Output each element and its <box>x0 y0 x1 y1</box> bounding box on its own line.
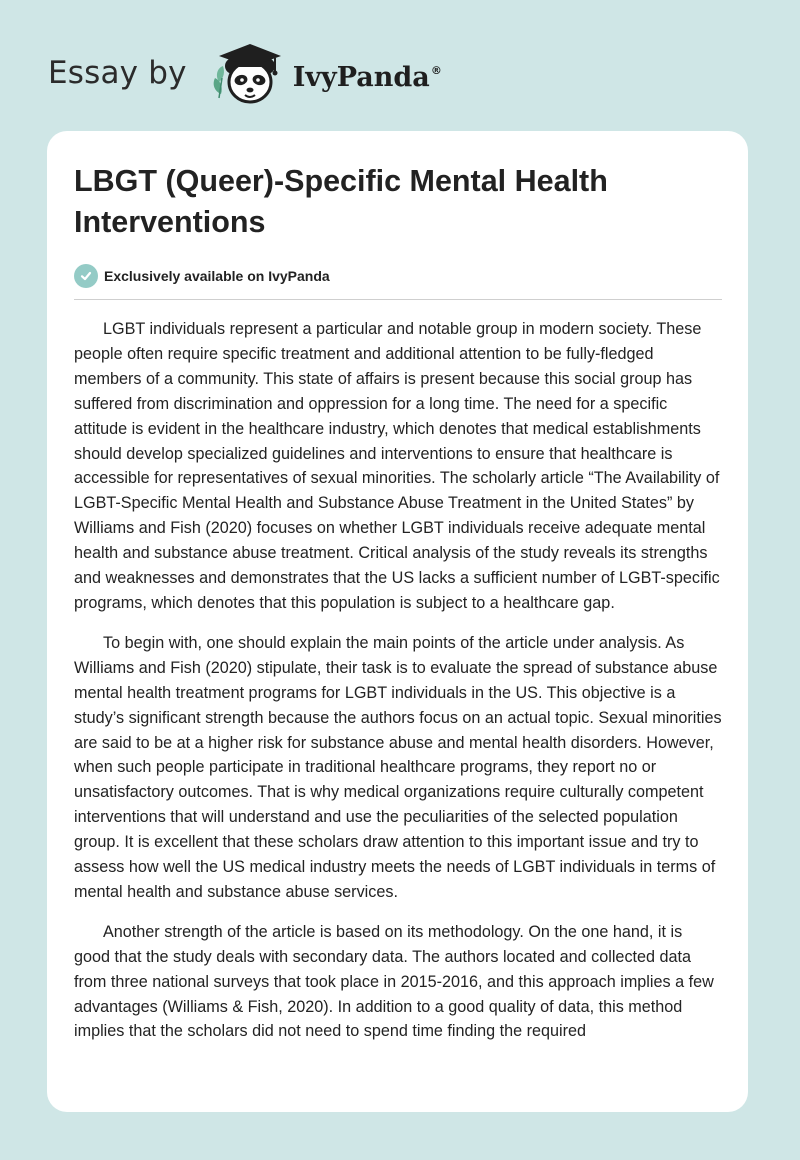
paragraph: Another strength of the article is based on its methodology. On the one hand, it is good that the study deals with secondary data. The authors located and collected data from three national surveys that took place in 2015-2016, and this approach implies a few advantages (Williams & Fish, 2020). In addition to a good quality of data, this method implies that the scholars did not need to spend time finding the required <box>74 922 714 1041</box>
paragraph: LGBT individuals represent a particular and notable group in modern society. These people often require specific treatment and additional attention to be fully-fledged members of a community. This state of affairs is present because this social group has suffered from discrimination and oppression for a long time. The need for a specific attitude is evident in the healthcare industry, which denotes that medical establishments should develop specialized guidelines and interventions to ensure that healthcare is accessible for representatives of sexual minorities. The scholarly article “The Availability of LGBT-Specific Mental Health and Substance Abuse Treatment in the United States” by Williams and Fish (2020) focuses on whether LGBT individuals receive adequate mental health and substance abuse treatment. Critical analysis of the study reveals its strengths and weaknesses and demonstrates that the US lacks a sufficient number of LGBT-specific programs, which denotes that this population is subject to a healthcare gap. <box>74 320 720 612</box>
paragraph: To begin with, one should explain the main points of the article under analysis. As Williams and Fish (2020) stipulate, their task is to evaluate the spread of substance abuse mental health treatment programs for LGBT individuals in the US. This objective is a study’s significant strength because the authors focus on an actual topic. Sexual minorities are said to be at a higher risk for substance abuse and mental health disorders. However, when such people participate in traditional healthcare programs, they report no or unsatisfactory outcomes. That is why medical organizations require culturally competent interventions that will understand and use the peculiarities of the selected population group. It is excellent that these scholars draw attention to this important issue and try to assess how well the US medical industry meets the needs of LGBT individuals in terms of mental health and substance abuse services. <box>74 633 722 901</box>
brand-header[interactable] <box>48 38 442 108</box>
check-icon <box>74 264 98 288</box>
divider <box>74 299 722 300</box>
panda-graduate-icon <box>205 38 289 108</box>
essay-body <box>74 317 722 1044</box>
registered-mark: ® <box>430 63 442 77</box>
essay-title: LBGT (Queer)-Specific Mental Health Interventions <box>74 164 608 239</box>
exclusive-label: Exclusively available on IvyPanda <box>104 268 330 284</box>
brand-name: IvyPanda® <box>292 61 442 93</box>
essay-content <box>74 161 722 1059</box>
exclusive-badge <box>74 263 722 289</box>
essay-card <box>47 131 748 1112</box>
essay-by-label: Essay by <box>48 55 187 91</box>
